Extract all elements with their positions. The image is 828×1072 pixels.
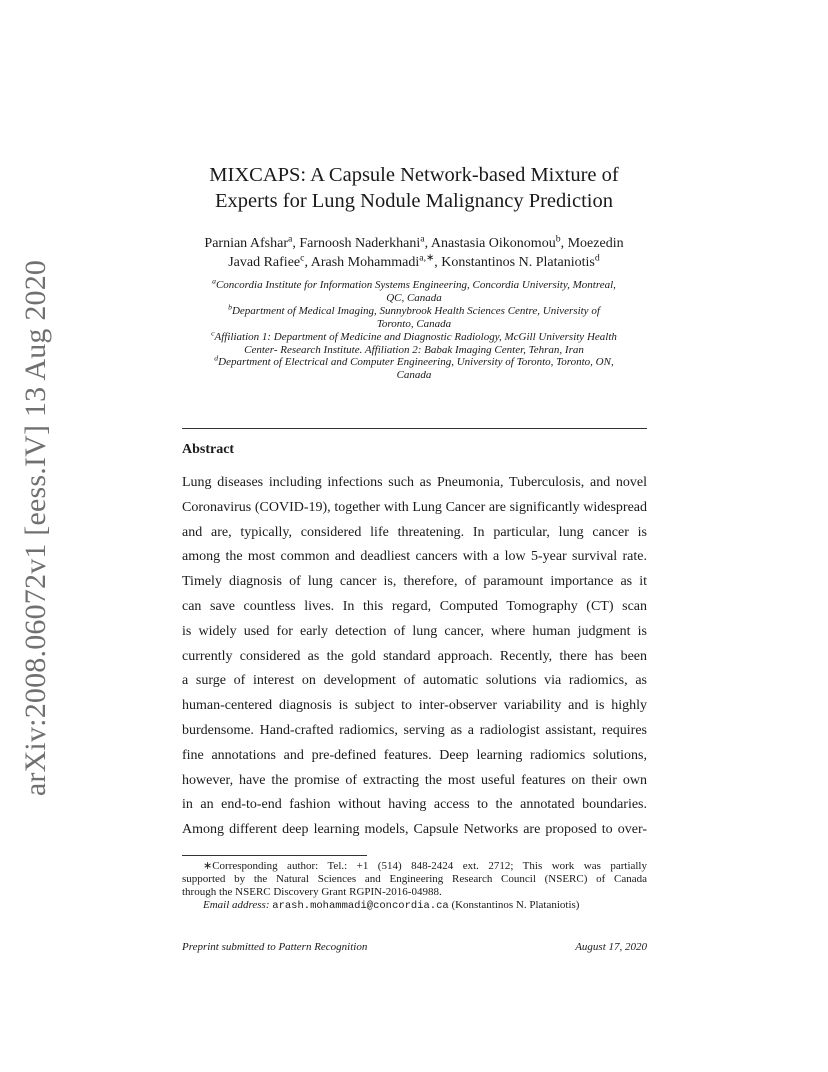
- author-sup: c: [300, 252, 305, 264]
- author-name-part: Moezedin: [567, 236, 624, 251]
- abstract-line: Lung diseases including infections such as Pneumonia, Tuberculosis, and novel: [182, 475, 647, 490]
- author-sup: a: [420, 233, 425, 245]
- abstract-line: however, have the promise of extracting the most useful features on their own: [182, 772, 647, 788]
- author-name-part: Javad Rafiee: [228, 255, 301, 270]
- abstract-line: human-centered diagnosis is subject to inter-observer variability and is highly: [182, 698, 647, 714]
- paper-title: [180, 163, 648, 214]
- author-line-2: Javad Rafiee$^c$, Arash Mohammadi$^{a,∗}$, Konstantinos N. Plataniotis$^d$: [228, 252, 600, 270]
- section-divider: [182, 428, 647, 429]
- abstract-text: [182, 471, 647, 843]
- abstract-line: can save countless lives. In this regard, Computed Tomography (CT) scan: [182, 598, 647, 614]
- footnote-divider: [182, 855, 367, 856]
- author-name: Parnian Afshar: [204, 236, 288, 251]
- arxiv-id-text: arXiv:2008.06072v1 [eess.IV] 13 Aug 2020: [19, 259, 52, 797]
- preprint-date: August 17, 2020: [575, 941, 647, 953]
- preprint-notice: Preprint submitted to Pattern Recognition: [182, 941, 368, 953]
- abstract-heading: Abstract: [182, 442, 235, 457]
- author-name: Konstantinos N. Plataniotis: [441, 255, 595, 270]
- author-sup: d: [594, 252, 600, 264]
- author-name: Anastasia Oikonomou: [430, 236, 556, 251]
- author-line-1: Parnian Afshar$^a$, Farnoosh Naderkhani$^a$, Anastasia Oikonomou$^b$, Moezedin: [204, 233, 624, 251]
- footnote-line: ∗Corresponding author: Tel.: +1 (514) 848-2424 ext. 2712; This work was partially: [203, 860, 647, 872]
- footnote-line: through the NSERC Discovery Grant RGPIN-2016-04988.: [182, 885, 442, 898]
- author-sup: b: [555, 233, 561, 245]
- footnote-line: supported by the Natural Sciences and Engineering Research Council (NSERC) of Canada: [182, 872, 647, 885]
- arxiv-sidebar-stamp: [14, 259, 58, 797]
- affiliations: [182, 276, 646, 382]
- author-name: Arash Mohammadi: [310, 255, 420, 270]
- abstract-line: Timely diagnosis of lung cancer is, therefore, of paramount importance as it: [182, 574, 647, 590]
- email-label: Email address:: [203, 899, 270, 911]
- abstract-line: among the most common and deadliest cancers with a low 5-year survival rate.: [182, 549, 647, 565]
- abstract-line: burdensome. Hand-crafted radiomics, serving as a radiologist assistant, requires: [182, 722, 647, 738]
- abstract-line: is widely used for early detection of lung cancer, where human judgment is: [182, 623, 647, 639]
- author-name: Farnoosh Naderkhani: [299, 236, 421, 251]
- title-line-2: Experts for Lung Nodule Malignancy Prediction: [215, 189, 613, 212]
- abstract-line: in an end-to-end fashion without having access to the annotated boundaries.: [182, 797, 647, 813]
- abstract-line: Among different deep learning models, Capsule Networks are proposed to over-: [182, 822, 647, 838]
- abstract-line: currently considered as the gold standard approach. Recently, there has been: [182, 648, 647, 664]
- affiliation-c: $^c$Affiliation 1: Department of Medicine and Diagnostic Radiology, McGill University Health Center- Research Institute. Affiliation 2: Babak Imaging Center, Tehran, Iran: [211, 327, 617, 356]
- affiliation-a: $^a$Concordia Institute for Information Systems Engineering, Concordia University, Montreal, QC, Canada: [212, 276, 616, 304]
- affiliation-d: $^d$Department of Electrical and Computer Engineering, University of Toronto, Toronto, ON, Canada: [214, 353, 614, 382]
- abstract-line: and are, typically, considered life threatening. In particular, lung cancer is: [182, 524, 647, 540]
- abstract-line: a surge of interest on development of automatic solutions via radiomics, as: [182, 673, 647, 689]
- affiliation-b: $^b$Department of Medical Imaging, Sunnybrook Health Sciences Centre, University of Toronto, Canada: [228, 302, 600, 330]
- title-line-1: MIXCAPS: A Capsule Network-based Mixture of: [209, 164, 619, 186]
- author-sup: a,∗: [419, 252, 435, 264]
- email-owner: (Konstantinos N. Plataniotis): [451, 899, 580, 911]
- author-list: [182, 234, 646, 272]
- email-footnote: [203, 899, 579, 912]
- email-link[interactable]: arash.mohammadi@concordia.ca: [272, 900, 449, 912]
- abstract-line: Coronavirus (COVID-19), together with Lung Cancer are significantly widespread: [182, 499, 647, 515]
- abstract-line: fine annotations and pre-defined features. Deep learning radiomics solutions,: [182, 747, 647, 763]
- corresponding-author-footnote: [182, 860, 647, 898]
- author-sup: a: [288, 233, 293, 245]
